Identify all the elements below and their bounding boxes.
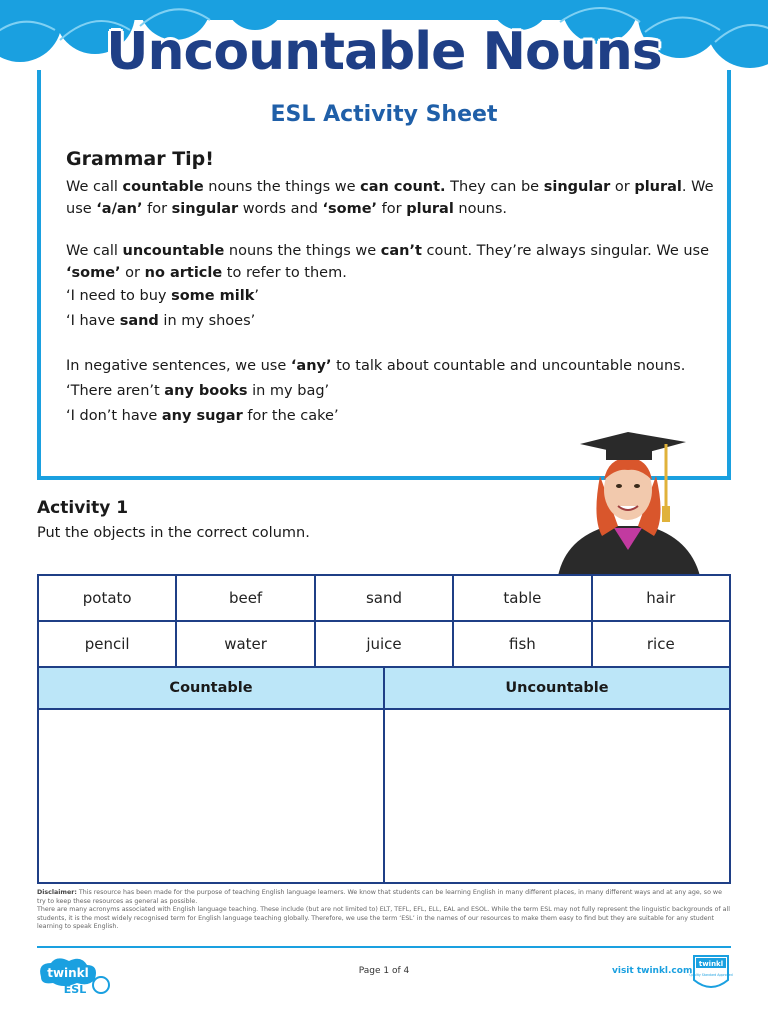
- disclaimer-lead: Disclaimer:: [37, 889, 77, 896]
- countable-answer-area[interactable]: [38, 709, 384, 883]
- word-card[interactable]: table: [453, 575, 591, 621]
- uncountable-answer-area[interactable]: [384, 709, 730, 883]
- disclaimer: [37, 889, 731, 932]
- grammar-tip-heading: Grammar Tip!: [66, 148, 214, 170]
- word-card[interactable]: fish: [453, 621, 591, 667]
- logo-subtext: ESL: [63, 983, 87, 995]
- page-subtitle: ESL Activity Sheet: [270, 102, 498, 127]
- grammar-tip-paragraph-negative: In negative sentences, we use ‘any’ to talk about countable and uncountable nouns.: [66, 358, 686, 374]
- example-sentence: ‘I have sand in my shoes’: [66, 313, 256, 329]
- word-card[interactable]: beef: [176, 575, 314, 621]
- activity-instruction: Put the objects in the correct column.: [37, 525, 310, 541]
- footer-divider: [37, 946, 731, 948]
- grammar-tip-paragraph-uncountable: We call uncountable nouns the things we can’t count. They’re always singular. We use ‘some’ or no article to refer to them.: [66, 243, 710, 281]
- disclaimer-text-acronyms: There are many acronyms associated with English language teaching. These include (but are not limited to) ELT, TEFL, EFL, ELL, EAL and ESOL. While the term ESL may not fully represent the linguistic backgrounds of all students, it is the most widely recognised term for English language teaching globally. Therefore, we use the term ‘ESL’ in the names of our resources to make them easy to find but they are suitable for any student learning to speak English.: [37, 906, 730, 931]
- word-card[interactable]: rice: [592, 621, 730, 667]
- grammar-tip-paragraph-countable: We call countable nouns the things we can count. They can be singular or plural. We use ‘a/an’ for singular words and ‘some’ for plural nouns.: [66, 179, 714, 217]
- quality-standard-badge: [688, 950, 734, 994]
- example-sentence: ‘There aren’t any books in my bag’: [66, 383, 330, 399]
- word-card[interactable]: juice: [315, 621, 453, 667]
- logo-text: twinkl: [47, 966, 89, 980]
- badge-title: twinkl: [698, 960, 724, 968]
- countable-column-header: Countable: [38, 667, 384, 709]
- word-card[interactable]: pencil: [38, 621, 176, 667]
- word-card[interactable]: potato: [38, 575, 176, 621]
- disclaimer-text: This resource has been made for the purpose of teaching English language learners. We know that students can be learning English in many different places, in many different ways and at any age, so we try to keep these resources as general as possible.: [37, 889, 722, 905]
- word-card[interactable]: water: [176, 621, 314, 667]
- grammar-tip-content: [66, 148, 726, 429]
- word-bank-grid: [37, 574, 731, 668]
- uncountable-column-header: Uncountable: [384, 667, 730, 709]
- badge-caption: Quality Standard Approved: [689, 973, 733, 977]
- word-card[interactable]: hair: [592, 575, 730, 621]
- sorting-table: [37, 666, 731, 884]
- example-sentence: ‘I need to buy some milk’: [66, 288, 259, 304]
- example-sentence: ‘I don’t have any sugar for the cake’: [66, 408, 339, 424]
- page-number: Page 1 of 4: [358, 966, 410, 976]
- page-title: Uncountable Nouns: [106, 22, 662, 82]
- visit-twinkl-link[interactable]: visit twinkl.com: [612, 966, 693, 976]
- graduate-teacher-illustration: [548, 428, 708, 576]
- word-card[interactable]: sand: [315, 575, 453, 621]
- activity-title: Activity 1: [37, 498, 129, 518]
